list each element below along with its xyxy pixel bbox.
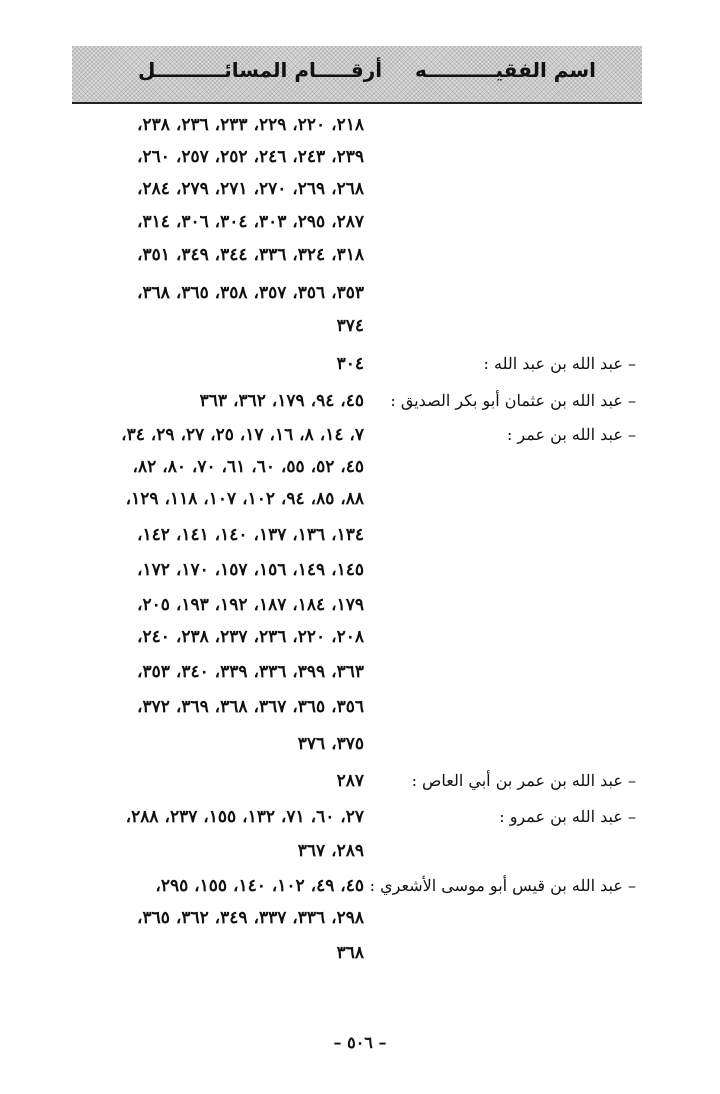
jurist-name: – عبد الله بن عثمان أبو بكر الصديق :: [390, 391, 636, 410]
numbers-line: ١٤٥، ١٤٩، ١٥٦، ١٥٧، ١٧٠، ١٧٢،: [137, 560, 364, 580]
page-number: – ٥٠٦ –: [333, 1033, 387, 1052]
jurist-name: – عبد الله بن عمر بن أبي العاص :: [411, 771, 636, 790]
jurist-name: – عبد الله بن قيس أبو موسى الأشعري :: [369, 876, 636, 895]
table-header: [72, 46, 642, 104]
numbers-line: ٢٩٨، ٣٣٦، ٣٣٧، ٣٤٩، ٣٦٢، ٣٦٥،: [137, 908, 364, 928]
numbers-line: ٣١٨، ٣٢٤، ٣٣٦، ٣٤٤، ٣٤٩، ٣٥١،: [137, 245, 364, 265]
numbers-line: ٣٧٤: [336, 316, 364, 336]
numbers-line: ٢٦٨، ٢٦٩، ٢٧٠، ٢٧١، ٢٧٩، ٢٨٤،: [137, 179, 364, 199]
numbers-line: ٤٥، ٩٤، ١٧٩، ٣٦٢، ٣٦٣: [199, 391, 364, 411]
jurist-name-column-header: اسم الفقيــــــــــه: [415, 58, 596, 82]
numbers-line: ٢٨٧، ٢٩٥، ٣٠٣، ٣٠٤، ٣٠٦، ٣١٤،: [137, 212, 364, 232]
numbers-line: ٢٣٩، ٢٤٣، ٢٤٦، ٢٥٢، ٢٥٧، ٢٦٠،: [137, 147, 364, 167]
jurist-name: – عبد الله بن عمر :: [506, 425, 636, 444]
numbers-line: ٤٥، ٤٩، ١٠٢، ١٤٠، ١٥٥، ٢٩٥،: [155, 876, 364, 896]
numbers-line: ١٣٤، ١٣٦، ١٣٧، ١٤٠، ١٤١، ١٤٢،: [137, 525, 364, 545]
issue-numbers-column-header: أرقـــــام المسائــــــــــل: [138, 58, 383, 82]
numbers-line: ٣٥٦، ٣٦٥، ٣٦٧، ٣٦٨، ٣٦٩، ٣٧٢،: [137, 697, 364, 717]
numbers-line: ٢٧، ٦٠، ٧١، ١٣٢، ١٥٥، ٢٣٧، ٢٨٨،: [125, 807, 364, 827]
numbers-line: ٢٨٧: [336, 771, 364, 791]
numbers-line: ١٧٩، ١٨٤، ١٨٧، ١٩٢، ١٩٣، ٢٠٥،: [137, 595, 364, 615]
numbers-line: ٣٠٤: [336, 354, 364, 374]
numbers-line: ٨٨، ٨٥، ٩٤، ١٠٢، ١٠٧، ١١٨، ١٢٩،: [125, 489, 364, 509]
jurist-name: – عبد الله بن عبد الله :: [483, 354, 636, 373]
jurist-name: – عبد الله بن عمرو :: [499, 807, 636, 826]
numbers-line: ٤٥، ٥٢، ٥٥، ٦٠، ٦١، ٧٠، ٨٠، ٨٢،: [132, 457, 364, 477]
numbers-line: ٣٥٣، ٣٥٦، ٣٥٧، ٣٥٨، ٣٦٥، ٣٦٨،: [137, 283, 364, 303]
numbers-line: ٣٦٣، ٣٩٩، ٣٣٦، ٣٣٩، ٣٤٠، ٣٥٣،: [137, 662, 364, 682]
numbers-line: ٣٦٨: [336, 943, 364, 963]
numbers-line: ٧، ١٤، ٨، ١٦، ١٧، ٢٥، ٢٧، ٢٩، ٣٤،: [121, 425, 364, 445]
numbers-line: ٢٨٩، ٣٦٧: [297, 841, 364, 861]
numbers-line: ٢١٨، ٢٢٠، ٢٢٩، ٢٣٣، ٢٣٦، ٢٣٨،: [137, 115, 364, 135]
numbers-line: ٣٧٥، ٣٧٦: [297, 734, 364, 754]
numbers-line: ٢٠٨، ٢٢٠، ٢٣٦، ٢٣٧، ٢٣٨، ٢٤٠،: [137, 627, 364, 647]
